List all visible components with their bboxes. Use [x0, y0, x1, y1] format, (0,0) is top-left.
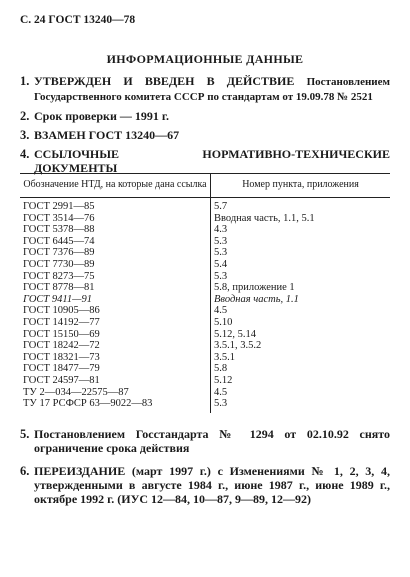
cell-clause: Вводная часть, 1.1 — [214, 293, 299, 305]
cell-document: ГОСТ 8778—81 — [20, 282, 211, 294]
cell-document: ГОСТ 18477—79 — [20, 363, 211, 375]
cell-document: ГОСТ 2991—85 — [20, 198, 211, 213]
cell-document: ТУ 2—034—22575—87 — [20, 387, 211, 399]
cell-clause: 5.3 — [214, 235, 228, 247]
item-lead: ССЫЛОЧНЫЕ НОРМАТИВНО-ТЕХНИЧЕСКИЕ ДОКУМЕНТЫ — [34, 147, 390, 175]
table-row — [20, 305, 390, 317]
item-number: 4. — [20, 147, 30, 161]
table-row — [20, 271, 390, 283]
cell-clause: 5.12 — [214, 374, 233, 386]
table-row — [20, 387, 390, 399]
cell-document: ГОСТ 7376—89 — [20, 247, 211, 259]
cell-clause: Вводная часть, 1.1, 5.1 — [214, 212, 315, 224]
cell-clause: 5.7 — [214, 201, 228, 212]
info-item-2 — [20, 109, 390, 123]
table-row — [20, 340, 390, 352]
column-header-clause: Номер пункта, приложения — [211, 174, 391, 198]
item-number: 3. — [20, 128, 30, 142]
info-items-after — [20, 427, 390, 515]
table-row — [20, 329, 390, 341]
table-row — [20, 236, 390, 248]
cell-document: ГОСТ 3514—76 — [20, 213, 211, 225]
info-item-6 — [20, 464, 390, 506]
item-number: 5. — [20, 427, 30, 441]
cell-clause: 5.8 — [214, 363, 228, 375]
item-number: 2. — [20, 109, 30, 123]
cell-clause: 4.3 — [214, 224, 228, 236]
table-row — [20, 224, 390, 236]
cell-clause: 5.3 — [214, 398, 228, 410]
cell-document: ГОСТ 10905—86 — [20, 305, 211, 317]
table-row — [20, 398, 390, 413]
cell-document: ГОСТ 18242—72 — [20, 340, 211, 352]
cell-document: ТУ 17 РСФСР 63—9022—83 — [20, 398, 211, 413]
cell-document: ГОСТ 8273—75 — [20, 271, 211, 283]
cell-clause: 5.3 — [214, 270, 228, 282]
table-row — [20, 375, 390, 387]
cell-clause: 5.4 — [214, 258, 228, 270]
cell-document: ГОСТ 14192—77 — [20, 317, 211, 329]
table-row — [20, 247, 390, 259]
info-item-4 — [20, 147, 390, 175]
cell-document: ГОСТ 9411—91 — [20, 294, 211, 306]
cell-clause: 5.10 — [214, 316, 233, 328]
item-lead: Срок проверки — 1991 г. — [34, 109, 169, 123]
info-item-1 — [20, 74, 390, 104]
cell-document: ГОСТ 15150—69 — [20, 329, 211, 341]
cell-document: ГОСТ 6445—74 — [20, 236, 211, 248]
section-title: ИНФОРМАЦИОННЫЕ ДАННЫЕ — [106, 52, 304, 66]
table-row — [20, 198, 390, 213]
item-lead: ВЗАМЕН ГОСТ 13240—67 — [34, 128, 180, 142]
page-header: С. 24 ГОСТ 13240—78 — [20, 14, 136, 26]
cell-document: ГОСТ 24597—81 — [20, 375, 211, 387]
item-lead: УТВЕРЖДЕН И ВВЕДЕН В ДЕЙСТВИЕ — [34, 74, 295, 88]
item-text: Постановлением Государственного комитета СССР по стандартам от 19.09.78 № 2521 — [34, 76, 391, 103]
info-items — [20, 74, 390, 180]
table-row — [20, 294, 390, 306]
item-lead: ПЕРЕИЗДАНИЕ (март 1997 г.) с Изменениями № 1, 2, 3, 4, утвержденными в августе 1984 г., июне 1987 г., июне 1989 г., октябре 1992 г. (ИУС 12—84, 10—87, 9—89, 12—92) — [34, 464, 390, 506]
table-row — [20, 317, 390, 329]
cell-clause: 5.3 — [214, 247, 228, 259]
info-item-5 — [20, 427, 390, 455]
cell-clause: 5.8, приложение 1 — [214, 282, 295, 294]
table-row — [20, 282, 390, 294]
info-item-3 — [20, 128, 390, 142]
table-row — [20, 363, 390, 375]
cell-document: ГОСТ 18321—73 — [20, 352, 211, 364]
cell-document: ГОСТ 7730—89 — [20, 259, 211, 271]
cell-clause: 3.5.1 — [214, 351, 235, 363]
column-header-document: Обозначение НТД, на которые дана ссылка — [20, 174, 211, 198]
item-lead: Постановлением Госстандарта № 1294 от 02.10.92 снято ограничение срока действия — [34, 427, 390, 455]
cell-clause: 3.5.1, 3.5.2 — [214, 340, 262, 352]
cell-document: ГОСТ 5378—88 — [20, 224, 211, 236]
cell-clause: 4.5 — [214, 386, 228, 398]
table-row — [20, 352, 390, 364]
table-body — [20, 198, 390, 413]
table-row — [20, 213, 390, 225]
table-header-row — [20, 174, 390, 198]
cell-clause: 5.12, 5.14 — [214, 328, 256, 340]
table-row — [20, 259, 390, 271]
item-number: 1. — [20, 74, 30, 88]
cell-clause: 4.5 — [214, 305, 228, 317]
item-number: 6. — [20, 464, 30, 478]
ntd-table — [20, 173, 390, 413]
